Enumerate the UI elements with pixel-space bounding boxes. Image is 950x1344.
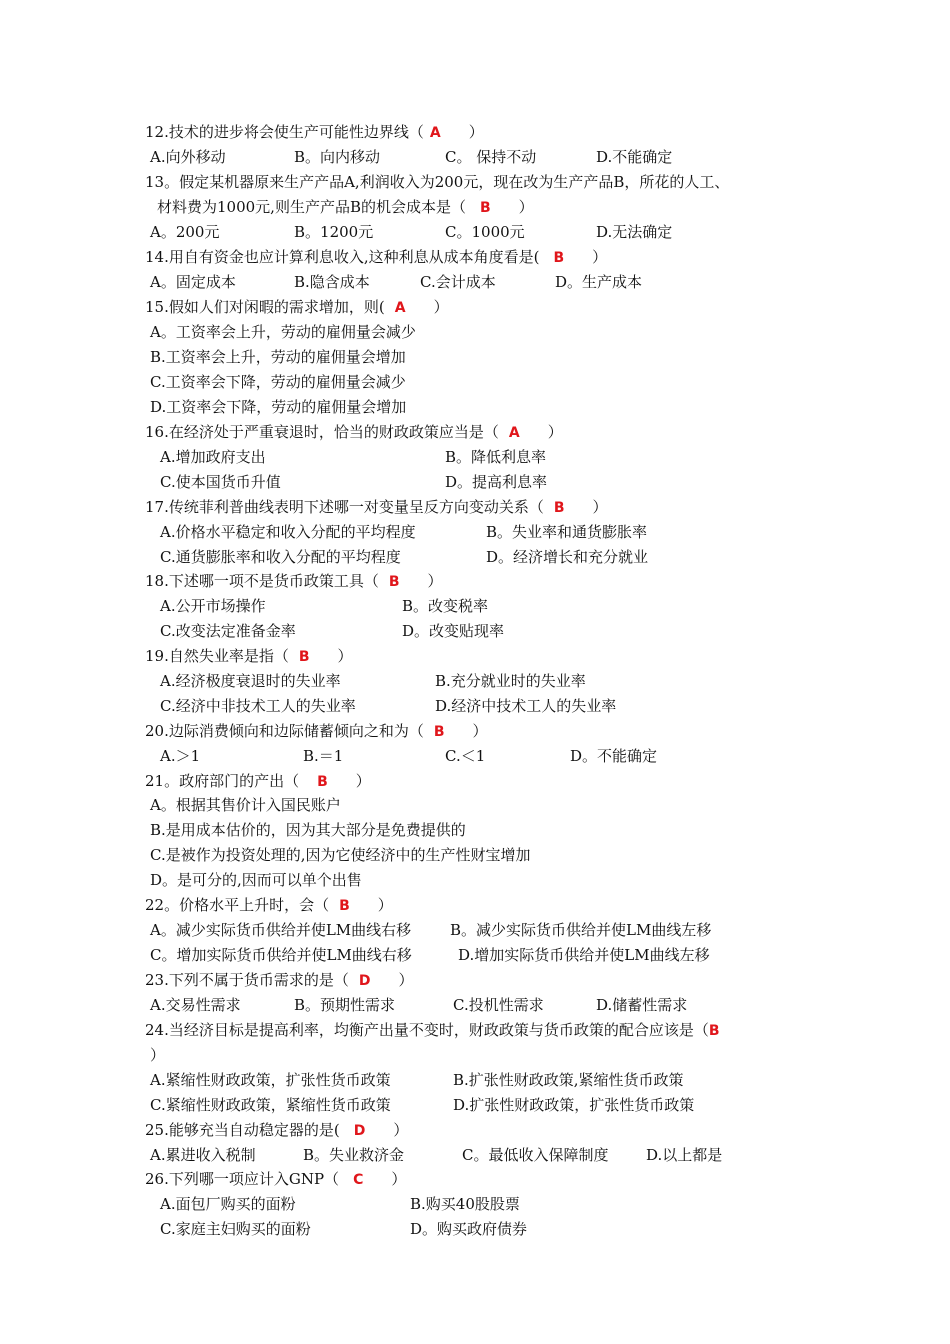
stem-close: ） — [547, 423, 563, 441]
option: B。改变税率 — [402, 597, 489, 615]
option: B.充分就业时的失业率 — [435, 672, 586, 690]
option: A。减少实际货币供给并使LM曲线右移 — [150, 921, 412, 939]
option: D。是可分的,因而可以单个出售 — [150, 871, 362, 889]
answer-mark: B — [479, 200, 491, 216]
question-stem: 18.下述哪一项不是货币政策工具（ — [145, 572, 379, 590]
question-15 — [145, 298, 449, 317]
stem-close: ） — [433, 298, 449, 316]
question-14 — [145, 248, 607, 267]
option: A.＞1 — [160, 747, 201, 765]
question-stem: 16.在经济处于严重衰退时，恰当的财政政策应当是（ — [145, 423, 499, 441]
question-25 — [145, 1121, 408, 1140]
question-16 — [145, 423, 563, 442]
option: C.会计成本 — [420, 273, 496, 291]
question-19 — [145, 647, 353, 666]
question-stem: 26.下列哪一项应计入GNP（ — [145, 1170, 340, 1188]
option: C。1000元 — [445, 223, 525, 241]
question-stem: 25.能够充当自动稳定器的是( — [145, 1121, 340, 1139]
answer-mark: D — [353, 1123, 366, 1139]
answer-mark: B — [339, 898, 350, 914]
option: C.＜1 — [445, 747, 486, 765]
question-21 — [145, 772, 371, 791]
stem-close: ） — [355, 772, 371, 790]
question-17 — [145, 498, 608, 517]
option: A.经济极度衰退时的失业率 — [160, 672, 341, 690]
option: C.紧缩性财政政策，紧缩性货币政策 — [150, 1096, 391, 1114]
stem-close: ） — [398, 971, 414, 989]
option: C.经济中非技术工人的失业率 — [160, 697, 356, 715]
option: B.扩张性财政政策,紧缩性货币政策 — [453, 1071, 684, 1089]
option: D。购买政府债券 — [410, 1220, 528, 1238]
question-stem: 21。政府部门的产出（ — [145, 772, 300, 790]
answer-mark: A — [429, 125, 441, 141]
option: C.是被作为投资处理的,因为它使经济中的生产性财宝增加 — [150, 846, 531, 864]
option: A.增加政府支出 — [160, 448, 266, 466]
question-stem: 20.边际消费倾向和边际储蓄倾向之和为（ — [145, 722, 424, 740]
option: A.交易性需求 — [150, 996, 241, 1014]
option: C.工资率会下降，劳动的雇佣量会减少 — [150, 373, 406, 391]
option: B。减少实际货币供给并使LM曲线左移 — [450, 921, 712, 939]
option: C。 保持不动 — [445, 148, 537, 166]
question-stem: 23.下列不属于货币需求的是（ — [145, 971, 349, 989]
option: B。1200元 — [294, 223, 374, 241]
option: A.向外移动 — [150, 148, 226, 166]
question-23 — [145, 971, 414, 990]
question-13 — [145, 173, 729, 191]
option: D。改变贴现率 — [402, 622, 505, 640]
question-stem: 22。价格水平上升时，会（ — [145, 896, 330, 914]
question-20 — [145, 722, 488, 741]
question-stem: 12.技术的进步将会使生产可能性边界线（ — [145, 123, 424, 141]
question-26 — [145, 1170, 406, 1189]
question-stem: 14.用自有资金也应计算利息收入,这种利息从成本角度看是( — [145, 248, 540, 266]
option: C.改变法定准备金率 — [160, 622, 296, 640]
option: B。失业率和通货膨胀率 — [486, 523, 648, 541]
option: B.＝1 — [303, 747, 344, 765]
stem-close: ） — [391, 1170, 407, 1188]
option: C。增加实际货币供给并使LM曲线右移 — [150, 946, 412, 964]
question-stem: 15.假如人们对闲暇的需求增加，则( — [145, 298, 385, 316]
option: B.购买40股股票 — [410, 1195, 520, 1213]
question-stem: 19.自然失业率是指（ — [145, 647, 289, 665]
answer-mark: B — [553, 500, 565, 516]
option: B.隐含成本 — [294, 273, 370, 291]
option: C.通货膨胀率和收入分配的平均程度 — [160, 548, 401, 566]
option: C.投机性需求 — [453, 996, 544, 1014]
option: A。固定成本 — [150, 273, 236, 291]
answer-mark: C — [353, 1172, 364, 1188]
option: D。不能确定 — [570, 747, 658, 765]
question-22 — [145, 896, 393, 915]
option: D。提高利息率 — [445, 473, 548, 491]
question-24 — [145, 1021, 720, 1040]
question-stem: 材料费为1000元,则生产产品B的机会成本是（ — [157, 198, 466, 216]
option: C.家庭主妇购买的面粉 — [160, 1220, 311, 1238]
question-18 — [145, 572, 443, 591]
option: D.经济中技术工人的失业率 — [435, 697, 617, 715]
question-stem: 13。假定某机器原来生产产品A,利润收入为200元，现在改为生产产品B，所花的人工、 — [145, 173, 730, 191]
option: A.面包厂购买的面粉 — [160, 1195, 296, 1213]
option: D.工资率会下降，劳动的雇佣量会增加 — [150, 398, 407, 416]
question-12 — [145, 123, 484, 142]
stem-close: ） — [337, 647, 353, 665]
option: C.使本国货币升值 — [160, 473, 281, 491]
answer-mark: D — [358, 973, 371, 989]
option: A.公开市场操作 — [160, 597, 266, 615]
option: B。失业救济金 — [303, 1146, 405, 1164]
option: D.以上都是 — [646, 1146, 723, 1164]
option: D.无法确定 — [596, 223, 673, 241]
question-stem: 17.传统菲利普曲线表明下述哪一对变量呈反方向变动关系（ — [145, 498, 544, 516]
answer-mark: B — [708, 1023, 720, 1039]
option: D.储蓄性需求 — [596, 996, 688, 1014]
option: A.紧缩性财政政策，扩张性货币政策 — [150, 1071, 391, 1089]
option: A。根据其售价计入国民账户 — [150, 796, 341, 814]
option: C。最低收入保障制度 — [462, 1146, 609, 1164]
question-13-line2 — [157, 198, 534, 217]
stem-close: ） — [472, 722, 488, 740]
option: B。向内移动 — [294, 148, 381, 166]
stem-close: ） — [468, 123, 484, 141]
answer-mark: A — [394, 300, 406, 316]
answer-mark: B — [298, 649, 310, 665]
stem-close: ） — [592, 248, 608, 266]
stem-close: ） — [518, 198, 534, 216]
question-24-close: ） — [150, 1046, 166, 1064]
option: A。200元 — [150, 223, 220, 241]
question-stem: 24.当经济目标是提高利率，均衡产出量不变时，财政政策与货币政策的配合应该是（ — [145, 1021, 709, 1039]
option: D.增加实际货币供给并使LM曲线左移 — [458, 946, 710, 964]
option: D。生产成本 — [555, 273, 643, 291]
option: D.不能确定 — [596, 148, 673, 166]
stem-close: ） — [427, 572, 443, 590]
option: A.累进收入税制 — [150, 1146, 256, 1164]
option: B。降低利息率 — [445, 448, 547, 466]
stem-close: ） — [377, 896, 393, 914]
answer-mark: A — [508, 425, 520, 441]
answer-mark: B — [317, 774, 328, 790]
option: A。工资率会上升，劳动的雇佣量会减少 — [150, 323, 416, 341]
option: A.价格水平稳定和收入分配的平均程度 — [160, 523, 416, 541]
answer-mark: B — [388, 574, 400, 590]
option: B。预期性需求 — [294, 996, 396, 1014]
stem-close: ） — [592, 498, 608, 516]
option: D。经济增长和充分就业 — [486, 548, 649, 566]
stem-close: ） — [393, 1121, 409, 1139]
option: D.扩张性财政政策，扩张性货币政策 — [453, 1096, 695, 1114]
option: B.是用成本估价的，因为其大部分是免费提供的 — [150, 821, 466, 839]
answer-mark: B — [553, 250, 565, 266]
option: B.工资率会上升，劳动的雇佣量会增加 — [150, 348, 406, 366]
answer-mark: B — [433, 724, 445, 740]
